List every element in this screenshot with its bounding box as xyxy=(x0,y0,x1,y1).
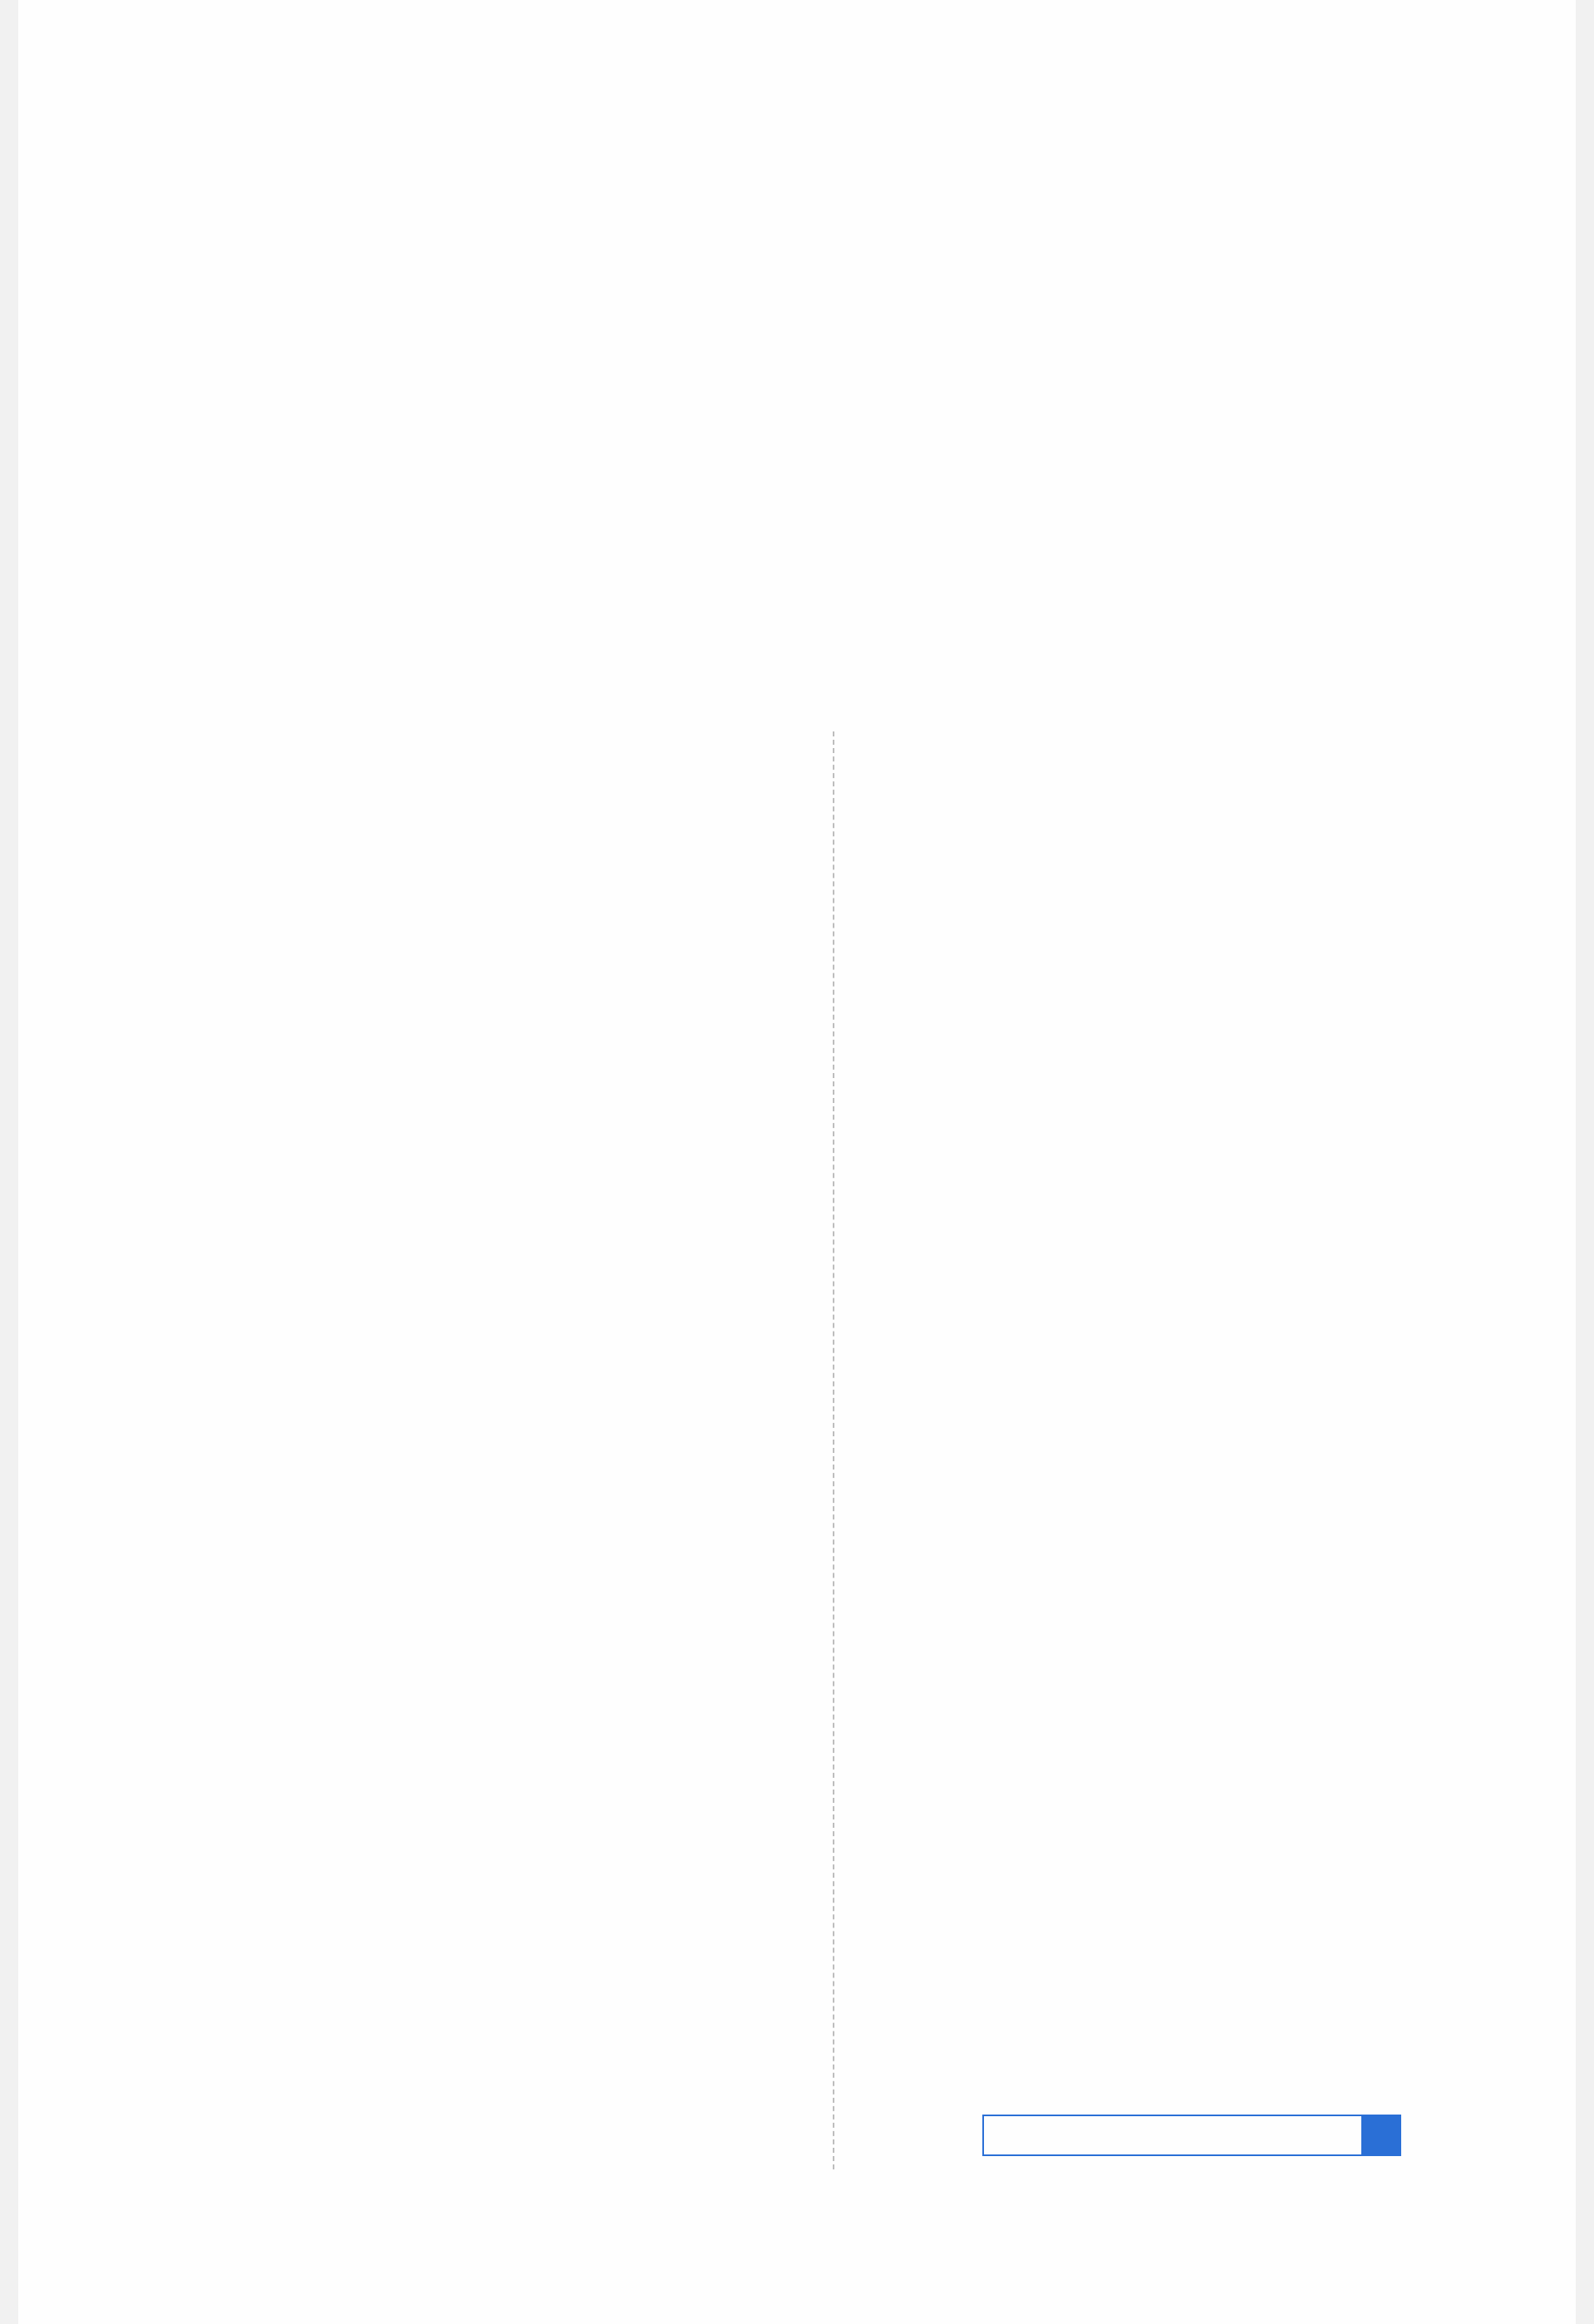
training-link-number xyxy=(1361,2116,1400,2154)
training-link-box[interactable] xyxy=(982,2115,1401,2156)
page-footer xyxy=(949,2161,1547,2190)
column-divider xyxy=(833,731,834,2169)
